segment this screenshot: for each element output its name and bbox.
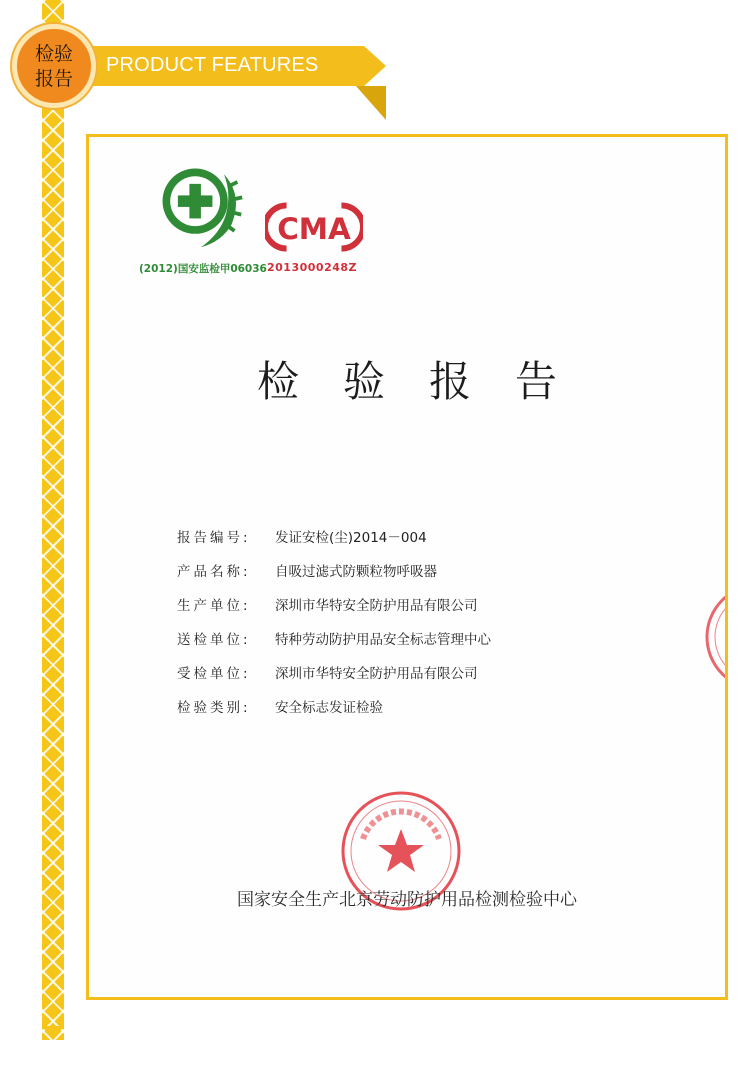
badge-label xyxy=(17,42,91,92)
badge-line-2: 报告 xyxy=(34,68,73,90)
cma-logo xyxy=(265,197,363,257)
field-value: 自吸过滤式防颗粒物呼吸器 xyxy=(275,564,437,580)
field-value: 发证安检(尘)2014－004 xyxy=(275,530,427,546)
field-value: 安全标志发证检验 xyxy=(275,700,383,716)
field-label: 受检单位: xyxy=(177,666,251,682)
field-report-number xyxy=(177,519,491,553)
side-ribbon xyxy=(42,0,64,1040)
report-document xyxy=(86,134,728,1000)
field-inspection-type xyxy=(177,689,491,723)
field-value: 深圳市华特安全防护用品有限公司 xyxy=(275,598,478,614)
document-title: 检验报告 xyxy=(256,357,601,406)
field-product-name xyxy=(177,553,491,587)
field-inspected-unit xyxy=(177,655,491,689)
safety-logo-caption: (2012)国安监检甲06036 xyxy=(139,263,267,275)
field-label: 产品名称: xyxy=(177,564,251,580)
banner-title: PRODUCT FEATURES xyxy=(106,54,319,76)
cma-logo-text: CMA xyxy=(277,211,351,246)
safety-cross-logo xyxy=(151,157,247,253)
field-label: 送检单位: xyxy=(177,632,251,648)
field-label: 报告编号: xyxy=(177,530,251,546)
section-badge xyxy=(12,24,96,108)
field-label: 生产单位: xyxy=(177,598,251,614)
cma-logo-caption: 2013000248Z xyxy=(267,261,358,274)
partial-seal-stamp xyxy=(697,577,728,697)
field-value: 特种劳动防护用品安全标志管理中心 xyxy=(275,632,491,648)
badge-line-1: 检验 xyxy=(34,43,73,65)
field-submitting-unit xyxy=(177,621,491,655)
side-ribbon-tip xyxy=(42,1026,64,1040)
header-banner-arrow xyxy=(364,46,386,86)
report-fields xyxy=(177,519,491,723)
issuing-authority: 国家安全生产北京劳动防护用品检测检验中心 xyxy=(237,890,577,910)
header-banner-fold xyxy=(356,86,386,120)
field-value: 深圳市华特安全防护用品有限公司 xyxy=(275,666,478,682)
field-label: 检验类别: xyxy=(177,700,251,716)
field-manufacturer xyxy=(177,587,491,621)
